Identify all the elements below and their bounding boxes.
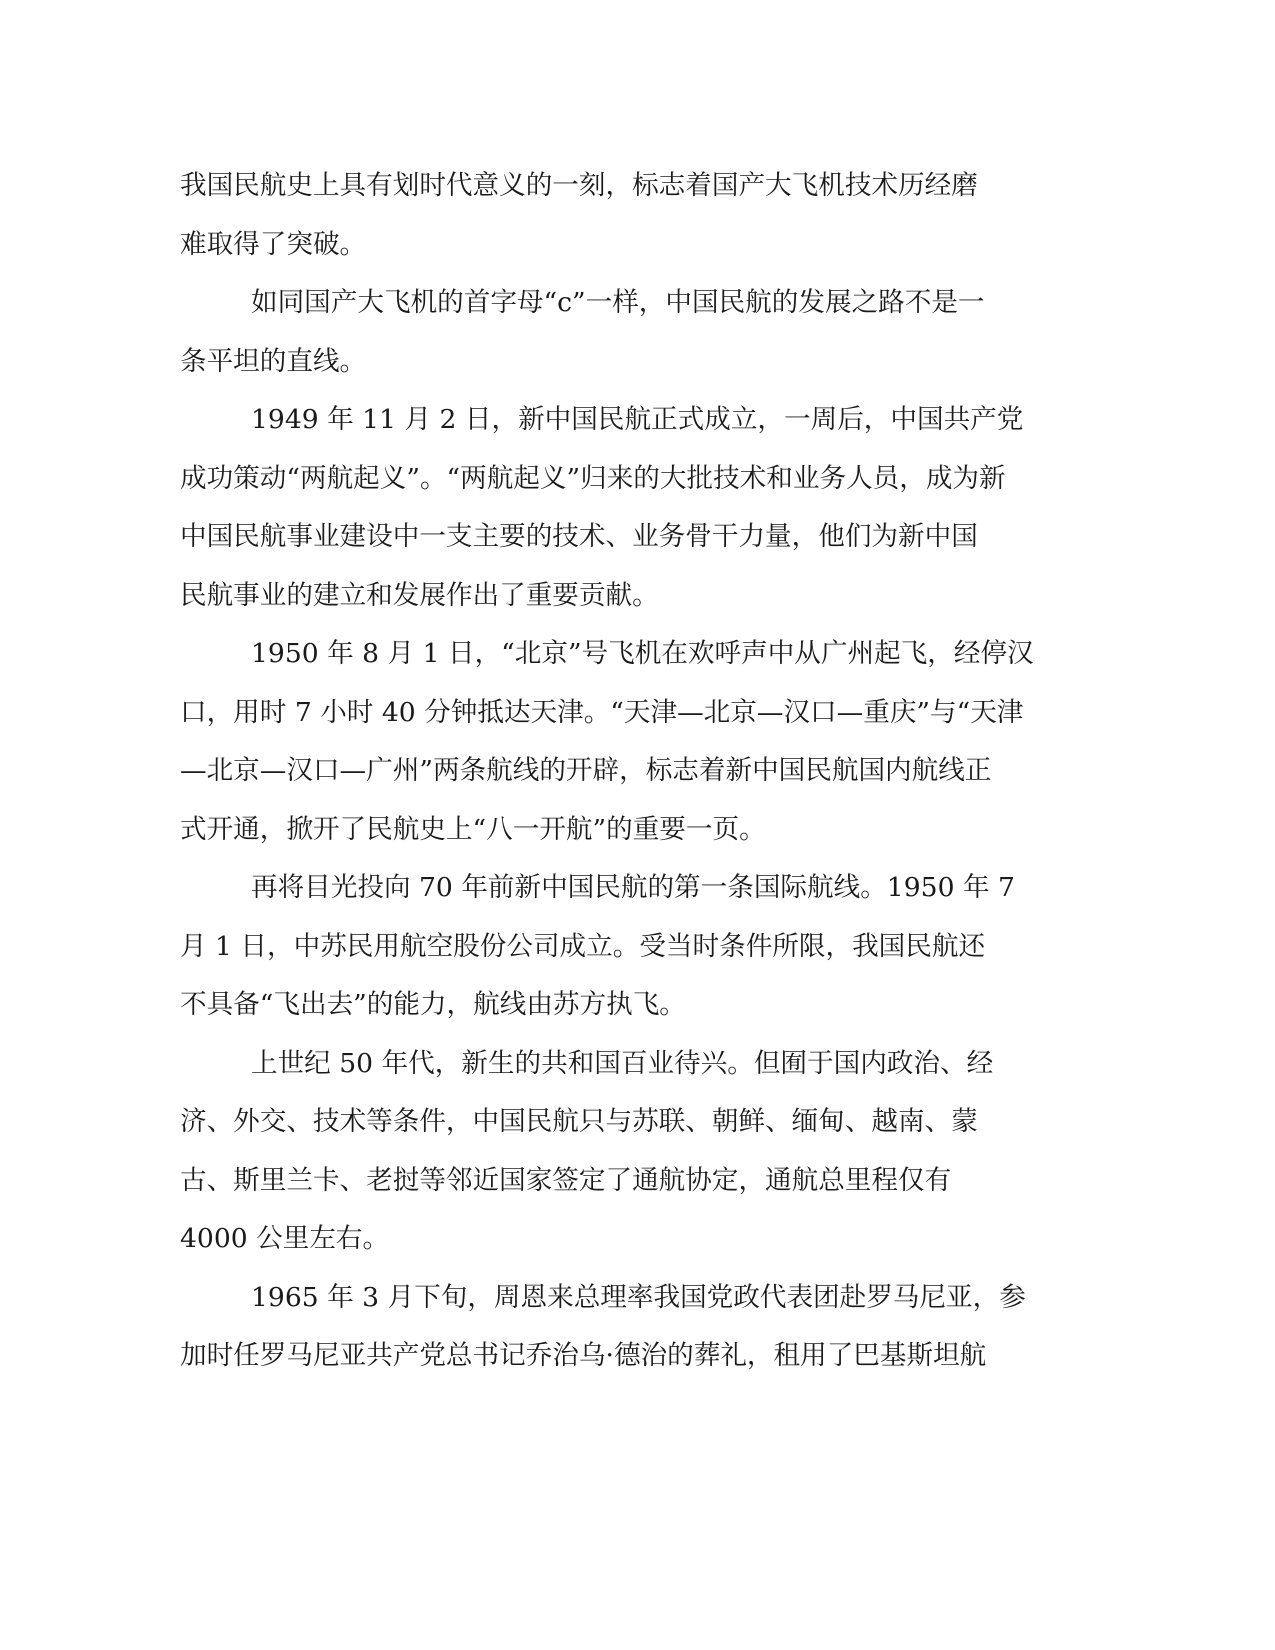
- paragraph-first-line: 1949 年 11 月 2 日，新中国民航正式成立，一周后，中国共产党: [251, 404, 1024, 435]
- paragraph-first-line: 1965 年 3 月下旬，周恩来总理率我国党政代表团赴罗马尼亚，参: [251, 1281, 1026, 1313]
- text-line: 式开通，掀开了民航史上“八一开航”的重要一页。: [180, 813, 766, 845]
- text-line: 口，用时 7 小时 40 分钟抵达天津。“天津—北京—汉口—重庆”与“天津: [180, 696, 1024, 728]
- paragraph-first-line: 1950 年 8 月 1 日，“北京”号飞机在欢呼声中从广州起飞，经停汉: [251, 638, 1034, 669]
- text-line: —北京—汉口—广州”两条航线的开辟，标志着新中国民航国内航线正: [180, 755, 992, 786]
- text-line: 难取得了突破。: [180, 228, 367, 260]
- text-line: 古、斯里兰卡、老挝等邻近国家签定了通航协定，通航总里程仅有: [180, 1164, 952, 1196]
- text-line: 济、外交、技术等条件，中国民航只与苏联、朝鲜、缅甸、越南、蒙: [180, 1106, 978, 1137]
- paragraph-first-line: 如同国产大飞机的首字母“c”一样，中国民航的发展之路不是一: [251, 287, 985, 318]
- paragraph-first-line: 上世纪 50 年代，新生的共和国百业待兴。但囿于国内政治、经: [251, 1047, 994, 1079]
- text-line: 民航事业的建立和发展作出了重要贡献。: [180, 579, 659, 611]
- text-line: 我国民航史上具有划时代意义的一刻，标志着国产大飞机技术历经磨: [180, 170, 978, 201]
- text-line: 成功策动“两航起义”。“两航起义”归来的大批技术和业务人员，成为新: [180, 462, 1006, 494]
- text-line: 中国民航事业建设中一支主要的技术、业务骨干力量，他们为新中国: [180, 521, 978, 552]
- text-line: 4000 公里左右。: [180, 1223, 390, 1254]
- text-line: 条平坦的直线。: [180, 345, 367, 377]
- body-text: [180, 157, 1050, 1386]
- paragraph-first-line: 再将目光投向 70 年前新中国民航的第一条国际航线。1950 年 7: [251, 872, 1015, 903]
- text-line: 不具备“飞出去”的能力，航线由苏方执飞。: [180, 989, 686, 1020]
- text-line: 加时任罗马尼亚共产党总书记乔治乌·德治的葬礼，租用了巴基斯坦航: [180, 1340, 987, 1371]
- text-line: 月 1 日，中苏民用航空股份公司成立。受当时条件所限，我国民航还: [180, 930, 986, 962]
